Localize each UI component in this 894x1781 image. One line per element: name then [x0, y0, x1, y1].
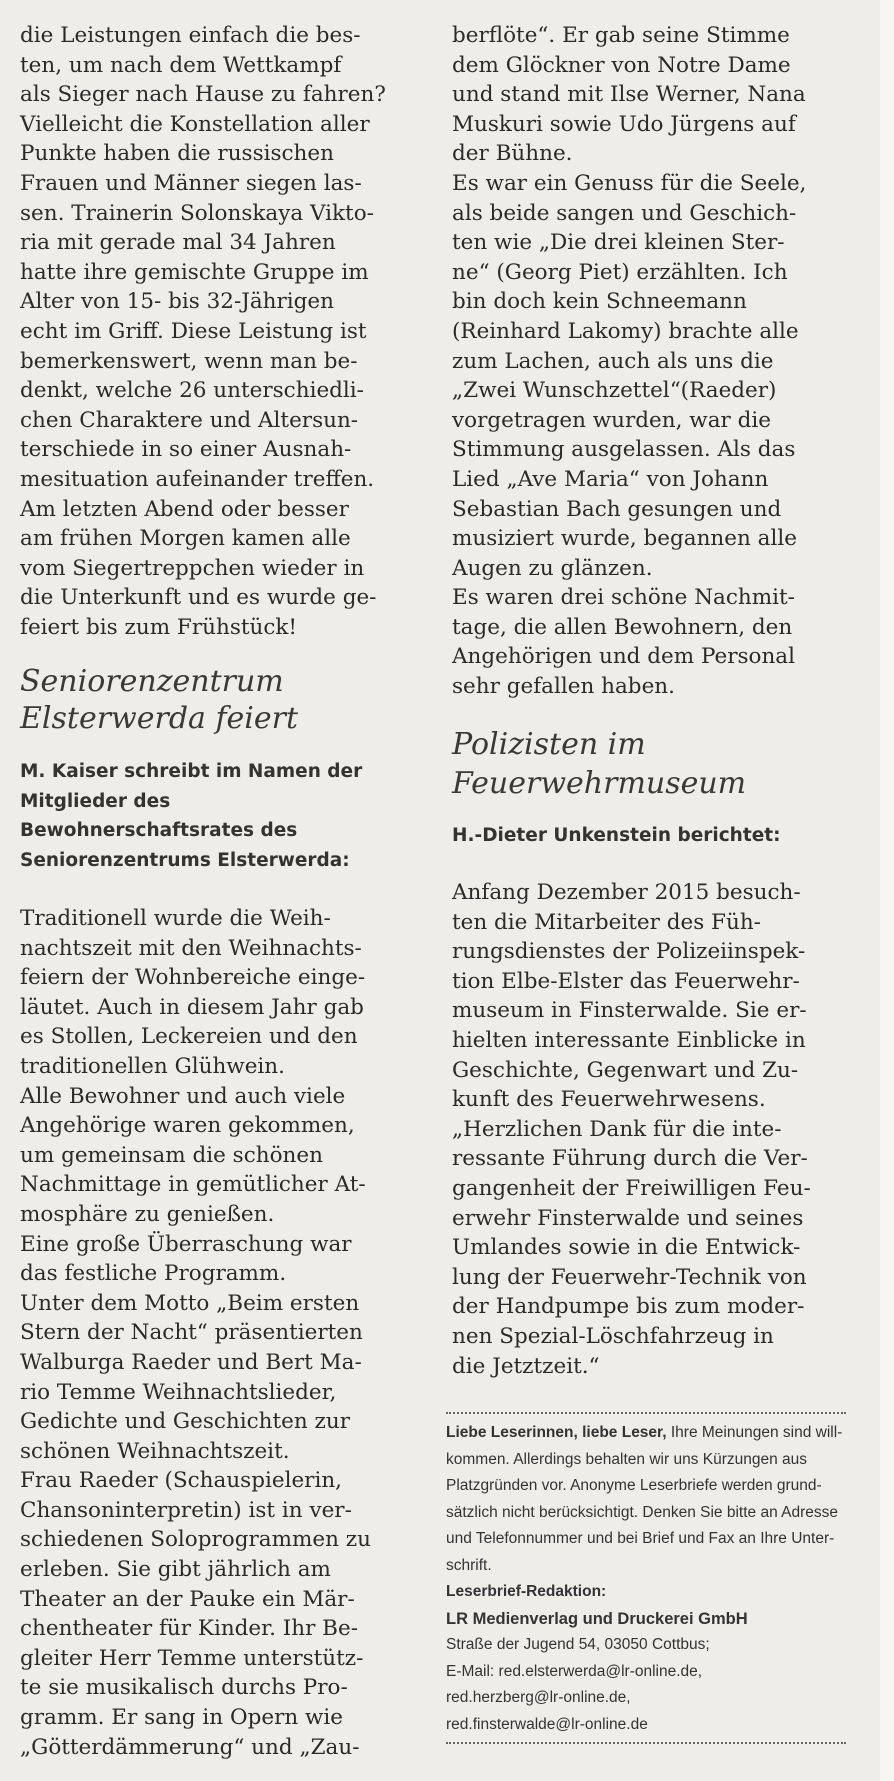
text-line: schiedenen Soloprogrammen zu	[20, 1527, 371, 1553]
notice-text: Platzgründen vor. Anonyme Leserbriefe werden grund-	[446, 1477, 822, 1494]
text-line: dem Glöckner von Notre Dame	[452, 52, 791, 78]
text-line: M. Kaiser schreibt im Namen der	[20, 761, 363, 782]
text-line: Angehörigen und dem Personal	[452, 644, 795, 670]
text-line: Mitglieder des	[20, 790, 171, 812]
text-line: erwehr Finsterwalde und seines	[452, 1205, 804, 1231]
left-continued-text	[20, 21, 418, 642]
text-line: Stimmung ausgelassen. Als das	[452, 437, 796, 463]
page-edge	[880, 0, 894, 1781]
email-link[interactable]: red.finsterwalde@lr-online.de	[446, 1715, 648, 1733]
text-line: und stand mit Ilse Werner, Nana	[452, 82, 806, 108]
notice-text: und Telefonnummer und bei Brief und Fax an Ihre Unter-	[446, 1530, 835, 1547]
article-body-seniorenzentrum	[20, 904, 418, 1762]
text-line: Walburga Raeder und Bert Ma-	[20, 1349, 362, 1375]
text-line: das festliche Programm.	[20, 1261, 287, 1287]
text-line: Umlandes sowie in die Entwick-	[452, 1235, 801, 1261]
text-line: die Unterkunft und es wurde ge-	[20, 585, 377, 611]
text-line: Elsterwerda feiert	[20, 701, 299, 736]
email-link[interactable]: red.herzberg@lr-online.de,	[446, 1689, 631, 1706]
text-line: berflöte“. Er gab seine Stimme	[452, 23, 790, 48]
text-line: schönen Weihnachtszeit.	[20, 1438, 290, 1464]
text-line: Alle Bewohner und auch viele	[20, 1083, 346, 1109]
notice-text: sätzlich nicht berücksichtigt. Denken Sie bitte an Adresse	[446, 1503, 839, 1521]
text-line: rio Temme Weihnachtslieder,	[20, 1379, 337, 1405]
text-line: gleiter Herr Temme unterstütz-	[20, 1645, 364, 1671]
text-line: Am letzten Abend oder besser	[20, 496, 349, 522]
text-line: musiziert wurde, begannen alle	[452, 526, 797, 552]
paragraph	[452, 583, 850, 701]
text-line: der Bühne.	[452, 141, 573, 167]
text-line: vorgetragen wurden, war die	[452, 407, 771, 433]
text-line: Traditionell wurde die Weih-	[20, 906, 331, 931]
paragraph	[452, 878, 850, 1115]
text-line: ria mit gerade mal 34 Jahren	[20, 230, 336, 256]
text-line: Sebastian Bach gesungen und	[452, 496, 782, 522]
text-line: Angehörige waren gekommen,	[20, 1113, 355, 1139]
text-line: ten wie „Die drei kleinen Ster-	[452, 230, 785, 256]
text-line: Nachmittage in gemütlicher At-	[20, 1172, 366, 1198]
publisher-address: Straße der Jugend 54, 03050 Cottbus;	[446, 1636, 710, 1653]
text-line: nachtszeit mit den Weihnachts-	[20, 935, 362, 961]
paragraph	[20, 1289, 418, 1467]
text-line: bin doch kein Schneemann	[452, 289, 747, 315]
text-line: Feuerwehrmuseum	[452, 766, 747, 801]
text-line: Eine große Überraschung war	[20, 1231, 352, 1257]
text-line: die Leistungen einfach die bes-	[20, 23, 361, 48]
text-line: ten, um nach dem Wettkampf	[20, 52, 342, 78]
text-line: Seniorenzentrums Elsterwerda:	[20, 849, 350, 871]
text-line: als Sieger nach Hause zu fahren?	[20, 82, 386, 108]
text-line: Lied „Ave Maria“ von Johann	[452, 466, 769, 492]
paragraph	[20, 1466, 418, 1762]
text-line: tion Elbe-Elster das Feuerwehr-	[452, 968, 800, 994]
text-line: Augen zu glänzen.	[452, 555, 653, 581]
notice-text: kommen. Allerdings behalten wir uns Kürzungen aus	[446, 1450, 808, 1468]
text-line: te sie musikalisch durchs Pro-	[20, 1675, 348, 1701]
text-line: zum Lachen, auch als uns die	[452, 348, 774, 374]
paragraph	[452, 21, 850, 169]
paragraph	[20, 495, 418, 643]
paragraph	[20, 1230, 418, 1289]
text-line: lung der Feuerwehr-Technik von	[452, 1264, 807, 1290]
text-line: Anfang Dezember 2015 besuch-	[452, 880, 801, 905]
byline-kaiser	[20, 757, 418, 875]
text-line: Stern der Nacht“ präsentierten	[20, 1320, 363, 1346]
text-line: „Herzlichen Dank für die inte-	[452, 1116, 782, 1142]
text-line: sehr gefallen haben.	[452, 674, 675, 700]
text-line: museum in Finsterwalde. Sie er-	[452, 998, 807, 1024]
desk-label: Leserbrief-Redaktion:	[446, 1583, 607, 1600]
notice-text: schrift.	[446, 1556, 492, 1574]
text-line: H.-Dieter Unkenstein berichtet:	[452, 825, 781, 846]
text-line: Muskuri sowie Udo Jürgens auf	[452, 111, 796, 137]
headline-seniorenzentrum	[20, 663, 418, 737]
text-line: ne“ (Georg Piet) erzählten. Ich	[452, 259, 788, 285]
text-line: gramm. Er sang in Opern wie	[20, 1705, 344, 1731]
text-line: Polizisten im	[452, 727, 646, 762]
paragraph	[452, 169, 850, 583]
dotted-divider-bottom	[446, 1742, 846, 1744]
text-line: terschiede in so einer Ausnah-	[20, 437, 352, 463]
email-link[interactable]: E-Mail: red.elsterwerda@lr-online.de,	[446, 1662, 703, 1680]
text-line: rungsdienstes der Polizeiinspek-	[452, 939, 806, 965]
paragraph	[20, 21, 418, 495]
text-line: gangenheit der Freiwilligen Feu-	[452, 1175, 811, 1201]
text-line: feiern der Wohnbereiche einge-	[20, 965, 366, 991]
text-line: die Jetztzeit.“	[452, 1353, 600, 1379]
text-line: am frühen Morgen kamen alle	[20, 526, 351, 552]
text-line: um gemeinsam die schönen	[20, 1142, 323, 1168]
text-line: bemerkenswert, wenn man be-	[20, 348, 358, 374]
text-line: kunft des Feuerwehrwesens.	[452, 1087, 766, 1113]
headline-polizisten	[452, 725, 850, 803]
text-line: läutet. Auch in diesem Jahr gab	[20, 994, 364, 1020]
text-line: echt im Griff. Diese Leistung ist	[20, 318, 367, 344]
text-line: Theater an der Pauke ein Mär-	[20, 1586, 355, 1612]
text-line: Es waren drei schöne Nachmit-	[452, 585, 795, 611]
text-line: Bewohnerschaftsrates des	[20, 820, 298, 842]
reader-letters-notice	[446, 1412, 846, 1744]
text-line: mosphäre zu genießen.	[20, 1201, 275, 1227]
text-line: chen Charaktere und Altersun-	[20, 407, 359, 433]
text-line: vom Siegertreppchen wieder in	[20, 555, 365, 581]
text-line: der Handpumpe bis zum moder-	[452, 1294, 805, 1320]
text-line: tage, die allen Bewohnern, den	[452, 614, 793, 640]
publisher-name: LR Medienverlag und Druckerei GmbH	[446, 1609, 748, 1628]
text-line: ten die Mitarbeiter des Füh-	[452, 909, 761, 935]
text-line: ressante Führung durch die Ver-	[452, 1146, 808, 1172]
text-line: hielten interessante Einblicke in	[452, 1027, 806, 1053]
text-line: hatte ihre gemischte Gruppe im	[20, 259, 369, 285]
text-line: chentheater für Kinder. Ihr Be-	[20, 1616, 358, 1642]
notice-lead: Liebe Leserinnen, liebe Leser,	[446, 1424, 667, 1441]
text-line: traditionellen Glühwein.	[20, 1053, 285, 1079]
text-line: erleben. Sie gibt jährlich am	[20, 1557, 331, 1583]
paragraph	[20, 904, 418, 1082]
text-line: Vielleicht die Konstellation aller	[20, 111, 370, 137]
text-line: Gedichte und Geschichten zur	[20, 1409, 350, 1435]
text-line: Seniorenzentrum	[20, 664, 284, 699]
notice-text: Ihre Meinungen sind will-	[670, 1424, 843, 1441]
text-line: „Zwei Wunschzettel“(Raeder)	[452, 378, 777, 404]
text-line: Frauen und Männer siegen las-	[20, 170, 362, 196]
text-line: Frau Raeder (Schauspielerin,	[20, 1468, 343, 1494]
text-line: Es war ein Genuss für die Seele,	[452, 170, 807, 196]
text-line: mesituation aufeinander treffen.	[20, 466, 375, 492]
right-continued-text	[452, 21, 850, 702]
dotted-divider-top	[446, 1412, 846, 1414]
text-line: Geschichte, Gegenwart und Zu-	[452, 1057, 799, 1083]
text-line: als beide sangen und Geschich-	[452, 200, 797, 226]
paragraph	[20, 1082, 418, 1230]
paragraph	[452, 1115, 850, 1381]
text-line: Alter von 15- bis 32-Jährigen	[20, 289, 335, 315]
text-line: (Reinhard Lakomy) brachte alle	[452, 318, 799, 344]
text-line: es Stollen, Leckereien und den	[20, 1024, 358, 1050]
text-line: feiert bis zum Frühstück!	[20, 614, 298, 640]
text-line: Unter dem Motto „Beim ersten	[20, 1290, 360, 1316]
byline-unkenstein	[452, 821, 850, 851]
text-line: Chansoninterpretin) ist in ver-	[20, 1497, 352, 1523]
text-line: „Götterdämmerung“ und „Zau-	[20, 1734, 360, 1760]
text-line: nen Spezial-Löschfahrzeug in	[452, 1323, 774, 1349]
text-line: sen. Trainerin Solonskaya Vikto-	[20, 200, 374, 226]
text-line: denkt, welche 26 unterschiedli-	[20, 378, 364, 404]
text-line: Punkte haben die russischen	[20, 141, 334, 167]
article-body-polizisten	[452, 878, 850, 1381]
